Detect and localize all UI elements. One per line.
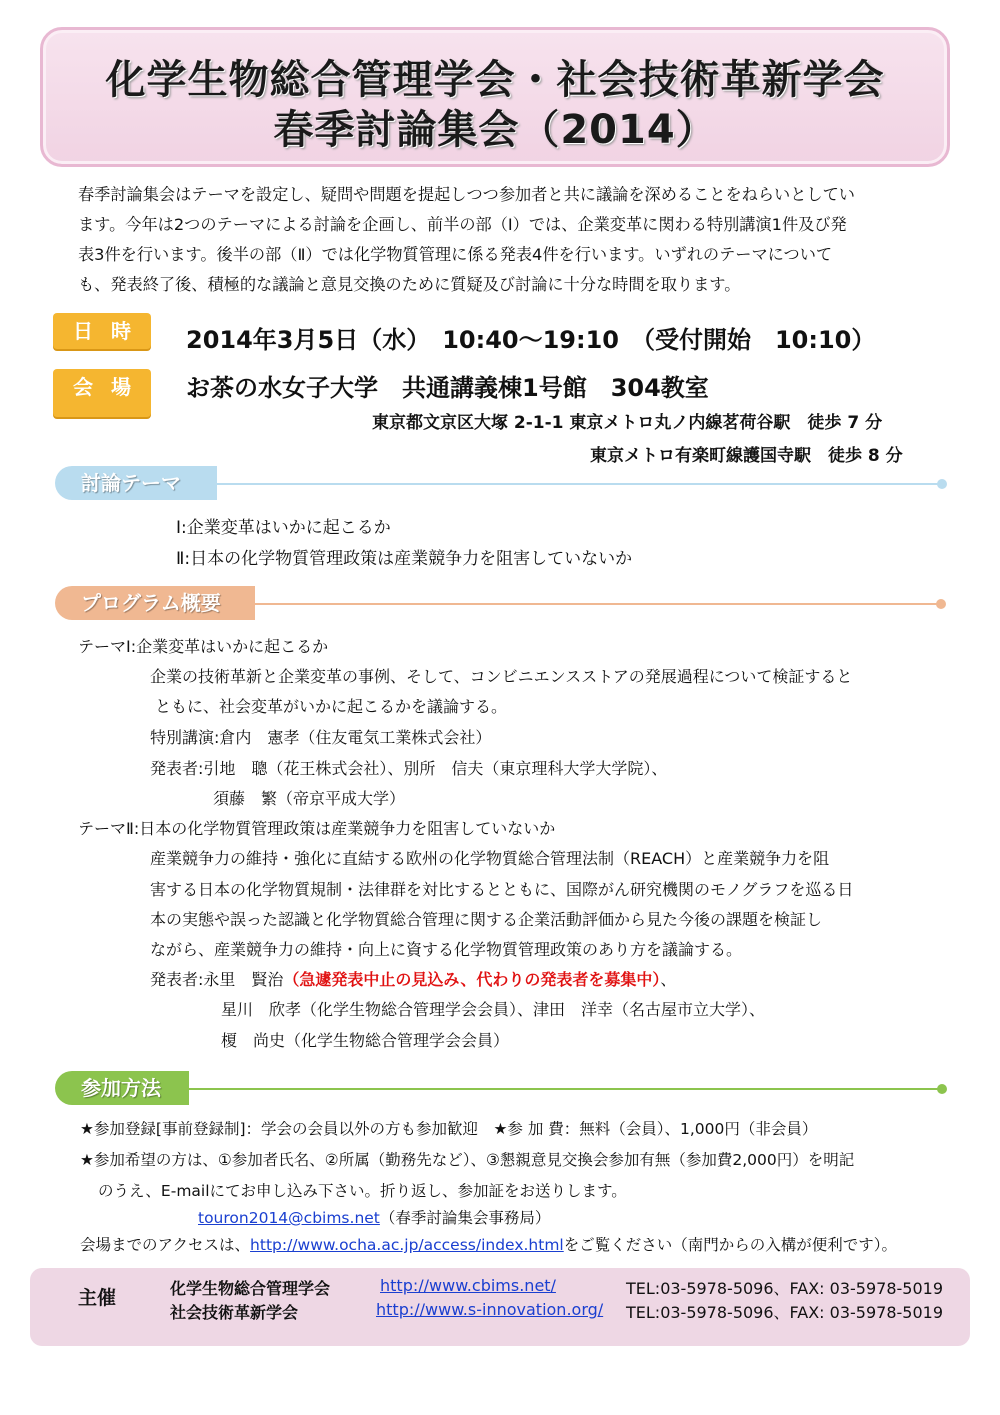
organizer-label: 主催 bbox=[78, 1287, 117, 1309]
venue-access-2: 東京メトロ有楽町線護国寺駅 徒歩 8 分 bbox=[590, 446, 903, 466]
program-divider bbox=[255, 603, 941, 605]
venue-access-1: 東京都文京区大塚 2-1-1 東京メトロ丸ノ内線茗荷谷駅 徒歩 7 分 bbox=[372, 413, 883, 433]
program-theme1-title: テーマⅠ:企業変革はいかに起こるか bbox=[78, 637, 329, 656]
participation-divider-dot bbox=[937, 1084, 947, 1094]
program-theme1-desc-1: 企業の技術革新と企業変革の事例、そして、コンビニエンスストアの発展過程について検証すると bbox=[150, 667, 853, 686]
datetime-value: 2014年3月5日（水） 10:40～19:10 （受付開始 10:10） bbox=[186, 326, 876, 354]
organizer-1-url[interactable]: http://www.cbims.net/ bbox=[380, 1276, 556, 1295]
themes-section-header: 討論テーマ bbox=[55, 466, 217, 500]
intro-paragraph bbox=[78, 180, 938, 300]
program-theme1-desc-2: ともに、社会変革がいかに起こるかを議論する。 bbox=[155, 697, 508, 716]
presenter-cancel-notice: （急遽発表中止の見込み、代わりの発表者を募集中） bbox=[283, 970, 661, 989]
email-link[interactable]: touron2014@cbims.net bbox=[198, 1209, 380, 1227]
organizer-2-name: 社会技術革新学会 bbox=[170, 1303, 299, 1322]
access-suffix: をご覧ください（南門からの入構が便利です）。 bbox=[563, 1236, 897, 1254]
participation-line-3: のうえ、E-mailにてお申し込み下さい。折り返し、参加証をお送りします。 bbox=[98, 1182, 627, 1200]
access-prefix: 会場までのアクセスは、 bbox=[80, 1236, 251, 1254]
venue-value: お茶の水女子大学 共通講義棟1号館 304教室 bbox=[186, 374, 709, 402]
program-theme2-desc-3: 本の実態や誤った認識と化学物質総合管理に関する企業活動評価から見た今後の課題を検証し bbox=[150, 910, 823, 929]
organizer-2-contact: TEL:03-5978-5096、FAX: 03-5978-5019 bbox=[626, 1303, 943, 1322]
participation-divider bbox=[189, 1088, 941, 1090]
title-line-2: 春季討論集会（2014） bbox=[273, 107, 717, 153]
theme-item-1: Ⅰ:企業変革はいかに起こるか bbox=[176, 518, 391, 538]
participation-email-row bbox=[198, 1206, 550, 1228]
access-link[interactable]: http://www.ocha.ac.jp/access/index.html bbox=[250, 1236, 564, 1254]
datetime-label: 日時 bbox=[53, 313, 151, 349]
program-section-header: プログラム概要 bbox=[55, 586, 255, 620]
venue-label: 会場 bbox=[53, 369, 151, 417]
participation-line-1: ★参加登録[事前登録制]：学会の会員以外の方も参加歓迎 ★参 加 費：無料（会員）、1,000円（非会員） bbox=[80, 1120, 818, 1138]
program-theme1-special: 特別講演:倉内 憲孝（住友電気工業株式会社） bbox=[150, 728, 492, 747]
program-theme1-presenters-1: 発表者:引地 聰（花王株式会社）、別所 信夫（東京理科大学大学院）、 bbox=[150, 759, 668, 778]
intro-line: も、発表終了後、積極的な議論と意見交換のために質疑及び討論に十分な時間を取ります。 bbox=[78, 275, 741, 294]
participation-access-row bbox=[80, 1233, 897, 1255]
presenter-name: 発表者:永里 賢治 bbox=[150, 970, 284, 989]
intro-line: 春季討論集会はテーマを設定し、疑問や問題を提起しつつ参加者と共に議論を深めることをねらいとしてい bbox=[78, 185, 855, 204]
participation-line-2: ★参加希望の方は、①参加者氏名、②所属（勤務先など）、③懇親意見交換会参加有無（参加費2,000円）を明記 bbox=[80, 1151, 855, 1169]
program-theme2-desc-4: ながら、産業競争力の維持・向上に資する化学物質管理政策のあり方を議論する。 bbox=[150, 940, 743, 959]
participation-section-header: 参加方法 bbox=[55, 1071, 189, 1105]
presenter-separator: 、 bbox=[660, 970, 677, 989]
organizer-2-url[interactable]: http://www.s-innovation.org/ bbox=[376, 1300, 604, 1319]
program-theme2-desc-2: 害する日本の化学物質規制・法律群を対比するとともに、国際がん研究機関のモノグラフを巡る日 bbox=[150, 880, 854, 899]
theme-item-2: Ⅱ:日本の化学物質管理政策は産業競争力を阻害していないか bbox=[176, 549, 633, 569]
themes-divider bbox=[217, 483, 941, 485]
email-note: （春季討論集会事務局） bbox=[379, 1209, 551, 1227]
program-divider-dot bbox=[936, 599, 946, 609]
themes-divider-dot bbox=[937, 479, 947, 489]
intro-line: 表3件を行います。後半の部（Ⅱ）では化学物質管理に係る発表4件を行います。いずれのテーマについて bbox=[78, 245, 833, 264]
program-theme2-presenters-1 bbox=[150, 967, 676, 990]
organizer-1-contact: TEL:03-5978-5096、FAX: 03-5978-5019 bbox=[626, 1279, 943, 1298]
program-theme1-presenters-2: 須藤 繁（帝京平成大学） bbox=[213, 789, 406, 808]
program-theme2-presenters-2: 星川 欣孝（化学生物総合管理学会会員）、津田 洋幸（名古屋市立大学）、 bbox=[221, 1000, 766, 1019]
title-line-1: 化学生物総合管理学会・社会技術革新学会 bbox=[105, 57, 885, 103]
program-theme2-desc-1: 産業競争力の維持・強化に直結する欧州の化学物質総合管理法制（REACH）と産業競争力を阻 bbox=[150, 849, 830, 868]
organizer-1-name: 化学生物総合管理学会 bbox=[170, 1279, 331, 1298]
program-theme2-presenters-3: 榎 尚史（化学生物総合管理学会会員） bbox=[221, 1031, 510, 1050]
intro-line: ます。今年は2つのテーマによる討論を企画し、前半の部（Ⅰ）では、企業変革に関わる特別講演1件及び発 bbox=[78, 215, 847, 234]
program-theme2-title: テーマⅡ:日本の化学物質管理政策は産業競争力を阻害していないか bbox=[78, 819, 556, 838]
